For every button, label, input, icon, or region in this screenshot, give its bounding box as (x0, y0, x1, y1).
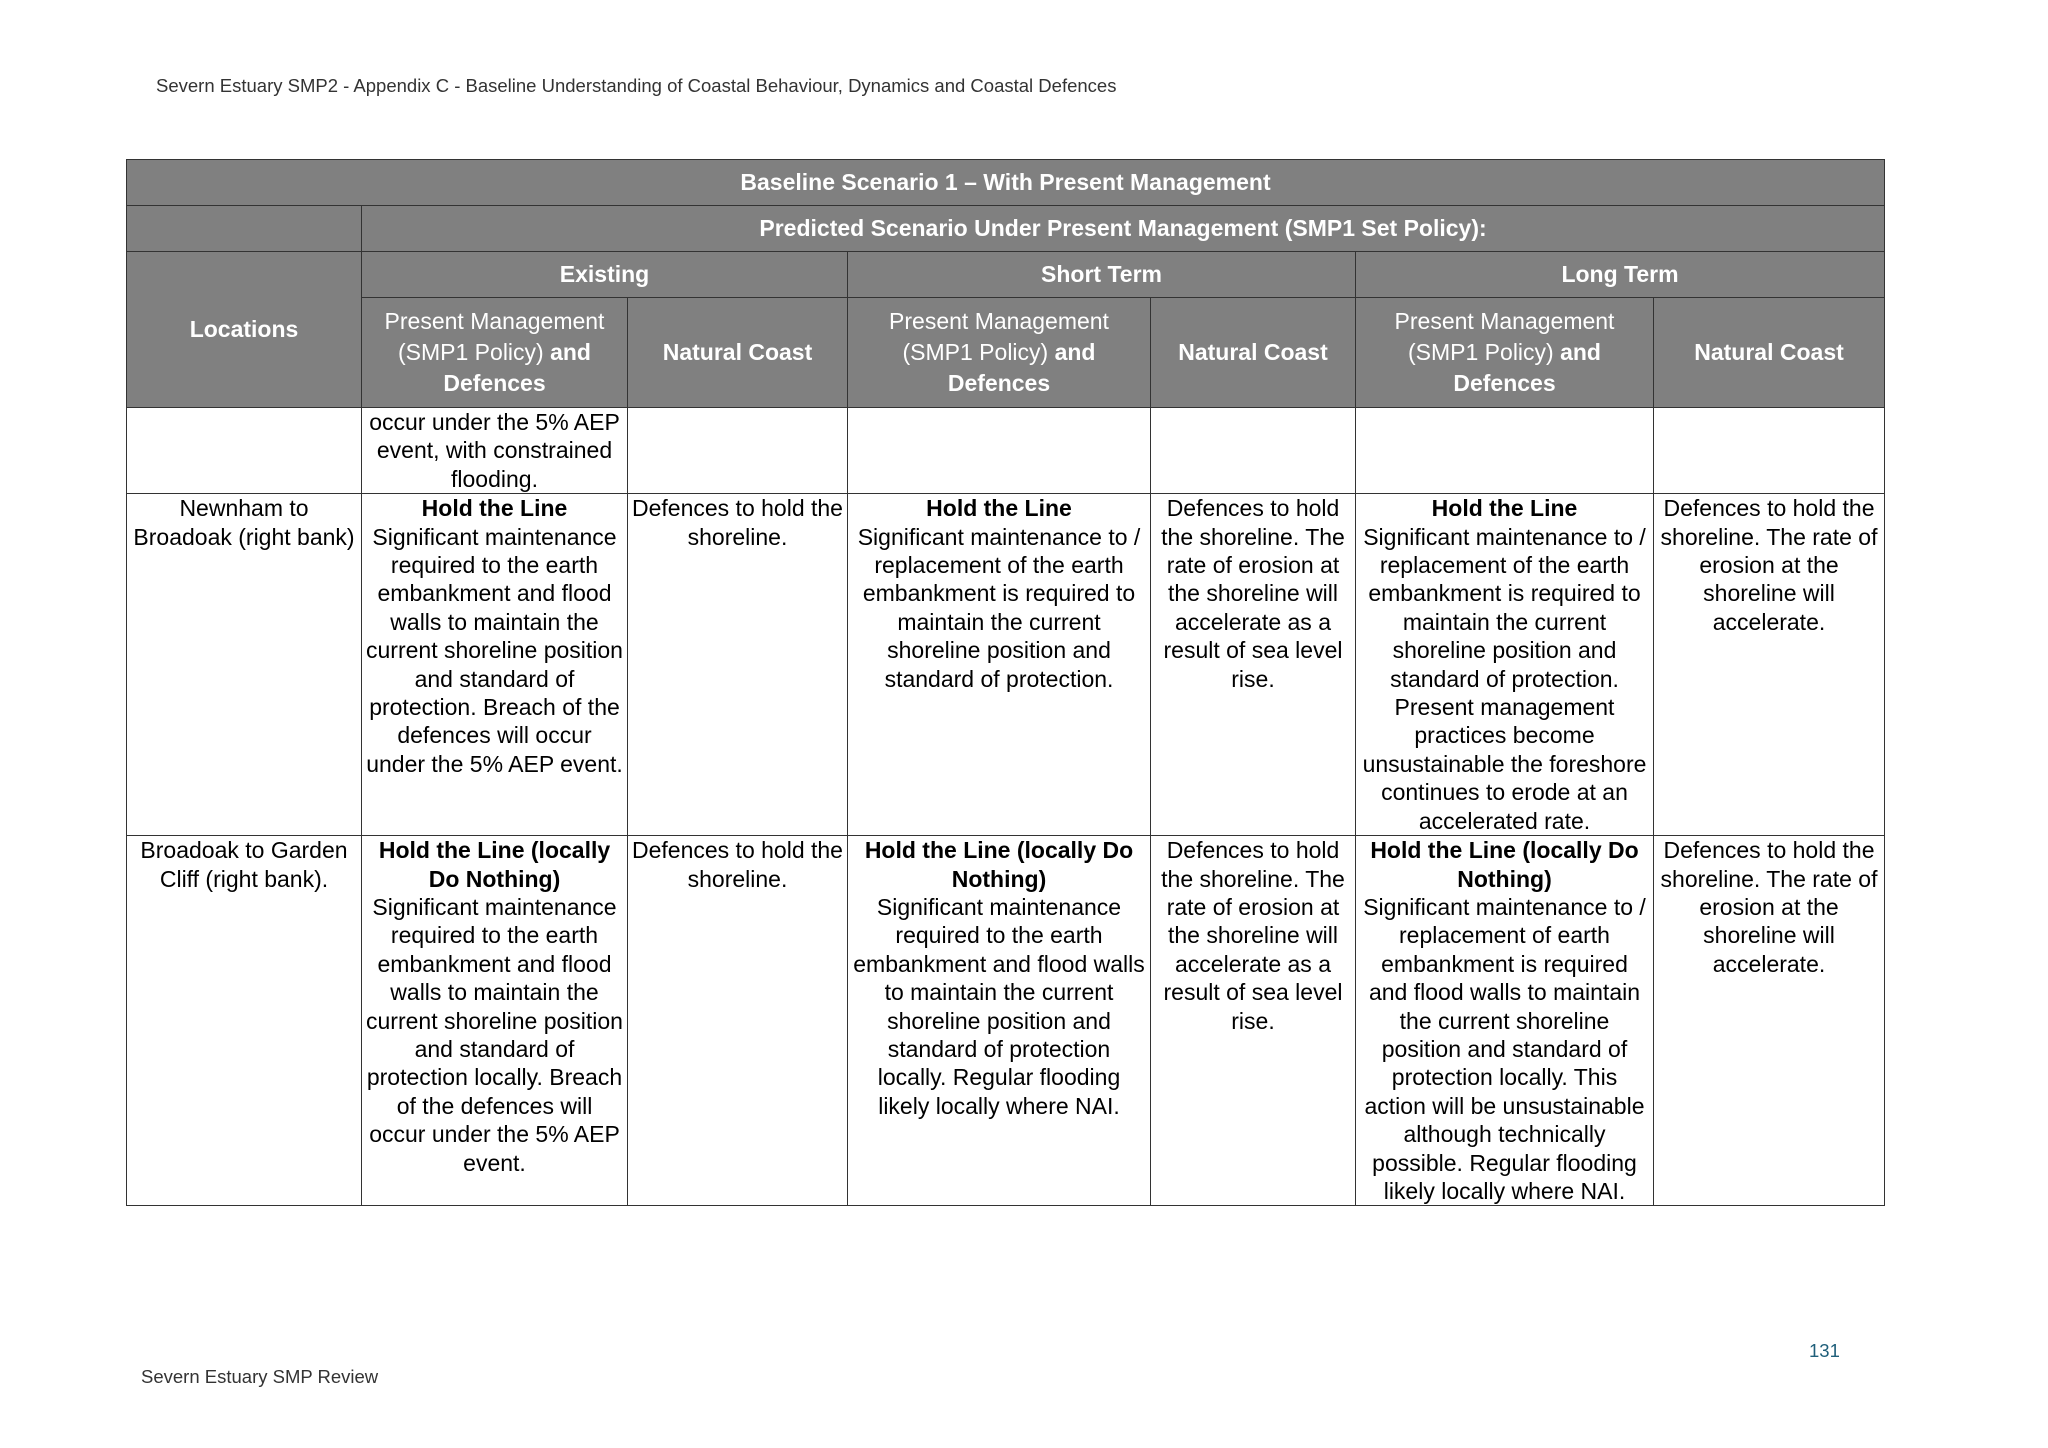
policy-description: Significant maintenance to / replacement of the earth embankment is required to maintain the current shoreline position and standard of protection. Present management practices become unsustainable the foreshore continues to erode at an accelerated rate. (1362, 523, 1647, 834)
pm-header-line2a: (SMP1 Policy) (1408, 339, 1561, 365)
present-management-header (1356, 298, 1654, 408)
natural-coast-header: Natural Coast (1654, 298, 1885, 408)
page-number: 131 (1809, 1340, 1840, 1361)
present-management-header (362, 298, 628, 408)
existing-pm-cell (362, 494, 628, 836)
long-pm-cell (1356, 836, 1654, 1206)
location-cell: Broadoak to Garden Cliff (right bank). (127, 836, 362, 1206)
short-nc-cell: Defences to hold the shoreline. The rate of erosion at the shoreline will accelerate as a result of sea level rise. (1151, 836, 1356, 1206)
baseline-scenario-table (126, 159, 1885, 1206)
running-header: Severn Estuary SMP2 - Appendix C - Baseline Understanding of Coastal Behaviour, Dynamics and Coastal Defences (156, 75, 1117, 96)
short-pm-cell (848, 836, 1151, 1206)
table-row (127, 494, 1885, 836)
short-nc-cell (1151, 408, 1356, 494)
pm-header-line2a: (SMP1 Policy) (902, 339, 1055, 365)
natural-coast-header: Natural Coast (628, 298, 848, 408)
policy-description: Significant maintenance required to the earth embankment and flood walls to maintain the current shoreline position and standard of protection locally. Breach of the defences will occur under the 5% AEP event. (366, 893, 623, 1176)
location-cell: Newnham to Broadoak (right bank) (127, 494, 362, 836)
long-nc-cell: Defences to hold the shoreline. The rate of erosion at the shoreline will accelerate. (1654, 494, 1885, 836)
long-pm-cell (1356, 494, 1654, 836)
policy-label: Hold the Line (locally Do Nothing) (1370, 837, 1639, 892)
short-nc-cell: Defences to hold the shoreline. The rate of erosion at the shoreline will accelerate as a result of sea level rise. (1151, 494, 1356, 836)
blank-header-cell (127, 206, 362, 252)
short-pm-cell (848, 408, 1151, 494)
pm-header-line3: Defences (443, 370, 546, 396)
policy-label: Hold the Line (locally Do Nothing) (378, 837, 611, 892)
running-footer: Severn Estuary SMP Review (141, 1366, 379, 1387)
policy-label: Hold the Line (926, 495, 1072, 522)
existing-pm-cell (362, 836, 628, 1206)
table-title: Baseline Scenario 1 – With Present Management (127, 160, 1885, 206)
table-row (127, 836, 1885, 1206)
pm-header-line3: Defences (947, 370, 1051, 396)
period-header-long-term: Long Term (1356, 252, 1885, 298)
policy-description: Significant maintenance to / replacement of earth embankment is required and flood walls to maintain the current shoreline position and standard of protection locally. This action will be unsustainable although technically possible. Regular flooding likely locally where NAI. (1363, 893, 1646, 1204)
long-pm-cell (1356, 408, 1654, 494)
period-header-short-term: Short Term (848, 252, 1356, 298)
period-header-existing: Existing (362, 252, 848, 298)
pm-header-line1: Present Management (889, 308, 1109, 334)
pm-header-line2a: (SMP1 Policy) (398, 339, 551, 365)
continuation-row (127, 408, 1885, 494)
short-pm-cell (848, 494, 1151, 836)
policy-description: Significant maintenance required to the earth embankment and flood walls to maintain the current shoreline position and standard of protection. Breach of the defences will occur under the 5% AEP event. (366, 523, 623, 777)
pm-header-line2b: and (1560, 339, 1601, 365)
pm-header-line3: Defences (1453, 370, 1556, 396)
table-subtitle: Predicted Scenario Under Present Management (SMP1 Set Policy): (362, 206, 1885, 252)
present-management-header (848, 298, 1151, 408)
policy-label: Hold the Line (1431, 495, 1578, 522)
existing-nc-cell (628, 408, 848, 494)
existing-pm-cell: occur under the 5% AEP event, with constrained flooding. (362, 408, 628, 494)
pm-header-line2b: and (1054, 339, 1096, 365)
policy-label: Hold the Line (421, 495, 568, 522)
locations-header: Locations (127, 252, 362, 408)
existing-nc-cell: Defences to hold the shoreline. (628, 494, 848, 836)
policy-label: Hold the Line (locally Do Nothing) (864, 837, 1134, 892)
location-cell (127, 408, 362, 494)
policy-description: Significant maintenance required to the earth embankment and flood walls to maintain the current shoreline position and standard of protection locally. Regular flooding likely locally where NAI. (853, 893, 1145, 1119)
natural-coast-header: Natural Coast (1151, 298, 1356, 408)
long-nc-cell: Defences to hold the shoreline. The rate of erosion at the shoreline will accelerate. (1654, 836, 1885, 1206)
pm-header-line2b: and (550, 339, 591, 365)
pm-header-line1: Present Management (384, 308, 605, 334)
policy-description: Significant maintenance to / replacement of the earth embankment is required to maintain the current shoreline position and standard of protection. (857, 523, 1141, 692)
existing-nc-cell: Defences to hold the shoreline. (628, 836, 848, 1206)
long-nc-cell (1654, 408, 1885, 494)
pm-header-line1: Present Management (1394, 308, 1615, 334)
